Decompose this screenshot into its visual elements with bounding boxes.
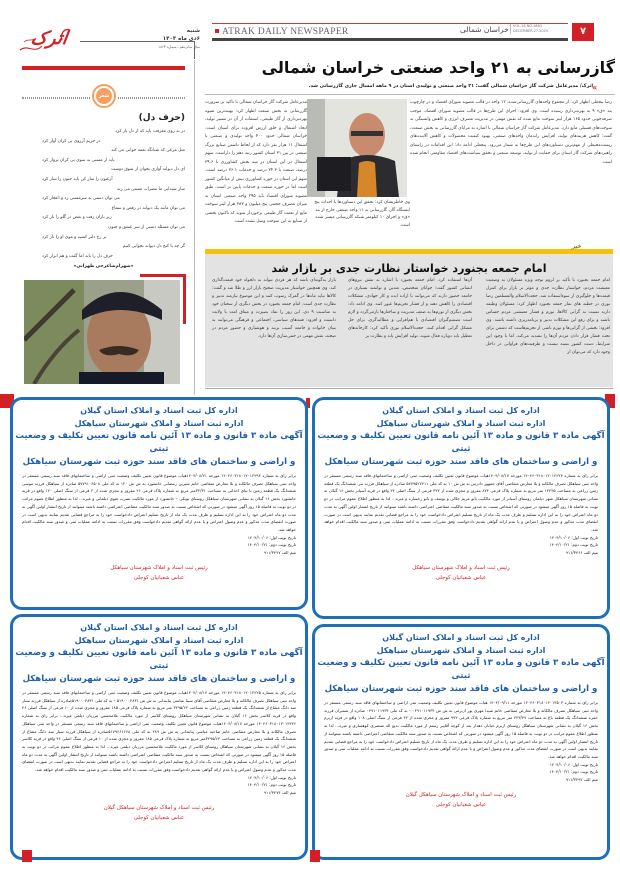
- page-number: ۷: [572, 23, 594, 41]
- ad-org-2: اداره ثبت اسناد و املاک شهرستان سیاهکل: [376, 646, 546, 655]
- ad-date-first: تاریخ نوبت اول: ۱۴۰۴/۱۰/۰۶: [549, 761, 598, 767]
- ad-date-second: تاریخ نوبت دوم: ۱۴۰۴/۱۰/۲۱: [549, 769, 598, 775]
- issue-day: شنبه: [186, 28, 200, 34]
- ad-date-second: تاریخ نوبت دوم: ۱۴۰۴/۱۰/۲۱: [549, 542, 598, 548]
- poem-verse: ساز شیدایی ما مضراب مستی می زند: [117, 186, 185, 192]
- article-photo: [307, 99, 407, 197]
- main-headline: گازرسانی به ۲۱ واحد صنعتی خراسان شمالی: [261, 58, 615, 77]
- date-en: DECEMBER.27.2025: [513, 29, 549, 33]
- poem-verse: گر چه با کنج دل دیوانه نجوایی کنیم: [122, 244, 185, 250]
- masthead-title: [215, 27, 349, 37]
- ad-title-1: آگهی ماده ۳ قانون و ماده ۱۳ آئین نامه قانون تعیین تکلیف و وضعیت ثبتی: [15, 431, 303, 454]
- ad-org-1: اداره کل ثبت اسناد و املاک استان گیلان: [382, 406, 540, 415]
- section-name: خراسان شمالی: [460, 25, 509, 34]
- ad-title-2: و اراضی و ساختمان های فاقد سند حوزه ثبت شهرستان سیاهکل: [324, 457, 598, 467]
- poem-verse: بر رخ دلبر کشید و موی او را ناز کرد: [42, 234, 107, 240]
- ad-code: میم الف ۹۱۱/۳۴۴۷: [263, 550, 296, 556]
- header-rule: [80, 41, 195, 42]
- ad-signature-name: عباس شعبانیان کوجلی: [435, 801, 487, 808]
- ad-org-2: اداره ثبت اسناد و املاک شهرستان سیاهکل: [376, 419, 546, 428]
- ad-date-second: تاریخ نوبت دوم: ۱۴۰۴/۱۰/۲۱: [247, 542, 296, 548]
- poem-verse: مثل مرغی که شبانگه نغمه خوانی می کند: [111, 148, 185, 154]
- ad-signature-name: عباس شعبانیان کوجلی: [133, 814, 185, 821]
- article-column-2: مدیرعامل شرکت گاز خراسان شمالی با تاکید بر ضرورت گازرسانی به بخش صنعت اظهار کرد: بهینه‌ترین شیوه بهره‌برداری از گاز طبیعی، استفاده از آن در مسیر تولید، ایجاد اشتغال و خلق ارزش افزوده برای استان است. خراسان شمالی حدود ۴۰۰ واحد تولیدی و صنعتی با اشتغال ۱۱ هزار نفر دارد که از لحاظ داشتن صنایع بزرگ صنعتی در بین ۳۱ استان کشور رتبه دهم را داراست. سهم اشتغال در این استان در سه بخش کشاورزی با ۳۹.۶ درصد، صنعت با ۲۴.۳ درصد و خدمات ۳۶.۱ درصد است. سهم این استان در حوزه کشاورزی بیش از میانگین کشور است اما در حوزه صنعت و خدمات پایین تر است. طبق مصوبه شورای اقتصاد باید ۲۹۵ واحد صنعتی استان به میزان مصرف حجمی پنج میلیون و ۳۸۷ هزار لیتر سوخت مایع از نعمت گاز طبیعی برخوردار شوند که تاکنون بخشی از صنایع به این سوخت وصل نشده است.: [205, 100, 307, 224]
- ad-title-2: و اراضی و ساختمان های فاقد سند حوزه ثبت شهرستان سیاهکل: [324, 684, 598, 694]
- masthead-text: ATRAK DAILY NEWSPAPER: [222, 27, 349, 37]
- red-square-icon: [215, 29, 219, 33]
- poem-verse: آرغنون را ساز کن باید جنون را ساز کرد: [42, 176, 113, 182]
- column-divider: [194, 60, 195, 395]
- poem-verse: می توان مانند یک دیوانه در رقص و سماع: [111, 205, 185, 211]
- poem-verse: در به روی معرفت باید که از دل باز کرد: [115, 129, 185, 134]
- lead-rule: [205, 94, 615, 95]
- photo-caption: وی خاطرنشان کرد: تحقق این دستاوردها با احداث پنج ایستگاه گاز، گازرسانی به ۱۱ واحد صنعتی خارج از بند «ق» و اجرای ۱۰ کیلومتر شبکه گازرسانی میسر شده است.: [314, 200, 410, 228]
- legal-notice-ad: [312, 397, 610, 619]
- issue-number: سال شانزدهم ـ شماره ۱۸۶۳: [158, 45, 200, 49]
- legal-notice-ad: [312, 624, 610, 860]
- issue-info: [80, 27, 200, 51]
- ad-date-first: تاریخ نوبت اول: ۱۴۰۴/۱۰/۰۶: [247, 534, 296, 540]
- poem-verse: می توان دستی به سرمستی زد و اعجاز کرد: [42, 196, 120, 202]
- poem-body: [22, 127, 185, 261]
- news-headline: امام جمعه بجنورد خواستار نظارت جدی بر بازار شد: [271, 262, 547, 275]
- ad-signature-title: رئیس ثبت اسناد و املاک شهرستان سیاهکل گیلان: [103, 804, 215, 811]
- left-red-bar: [22, 66, 185, 70]
- poet-name: «شهرام‌شاعرحی طهرانی»: [73, 264, 134, 269]
- ad-code: میم الف ۹۱۱/۳۴۷۴: [263, 790, 296, 796]
- ad-body: برابر رای به شماره ۱۴۰۴۶۰۳۱۸۰۱۲۰۱۲۲۹۴ مورخه ۱۴۰۴/۰۸/۲۱هیات موضوع قانون تعیین تکلیف وضعیت ثبتی اراضی و ساختمانهای فاقد سند رسمی مستقر در واحد ثبتی سیاهکل تصرف مالکانه و بلا معارض متقاضی خانم شیرین رمضانی جانشورد به ش ش ۱۲۰ به کد ملی ۵۷۷۹۱۰۶۵۰۸ صادره از سیاهکل فرزند موسی ششدانگ یک قطعه زمین با بنای احداثی به مساحت ۳۲/۳۱متر مربع به شماره پلاک فرعی ۴۶ مفروز و مجزی شده از ۲ فرعی از سنگ اصلی ۱۲۰ واقع در قریه جانشورد بخش ۱۶ گیلان به نشانی شهرستان سیاهکل روستای تونکی – جانشورد از مورد مالکیت نصرت تقوی دیلمانی و غیره... لذا به منظور اطلاع عموم مراتب در دو نوبت به فاصله ۱۵ روز آگهی میشود در صورتی که اشخاص نسبت به صدور سند مالکیت متقاضی اعتراضی داشته باشند میتوانند از تاریخ انتشار اولین آگهی به مدت دو ماه اعتراض خود را به این اداره تسلیم و ظرف مدت یک ماه از تاریخ تسلیم اعتراض دادخواست خود را به مراجع قضایی تقدیم نمایند بدیهی است در صورت انقضای مدت مذکور و عدم وصول اعتراض و یا عدم ارائه گواهی تقدیم دادخواست وفق مقررات نسبت به ادامه عملیات ثبتی و صدور سند مالکیت اقدام خواهد شد.: [22, 473, 296, 532]
- ad-org-1: اداره کل ثبت اسناد و املاک استان گیلان: [80, 623, 238, 632]
- ad-title-1: آگهی ماده ۳ قانون و ماده ۱۳ آئین نامه قانون تعیین تکلیف و وضعیت ثبتی: [317, 431, 605, 454]
- ad-org-1: اداره کل ثبت اسناد و املاک استان گیلان: [80, 406, 238, 415]
- article-column-1: رضا پنجعلی اظهار کرد: از مجموع واحدهای گازرسانی‌شده، ۱۲ واحد در قالب مصوبه شورای اقتصاد و در چارچوب بند «ق» ۹ به بهره‌برداری رسیده است. وی افزود: اجرای این طرح‌ها در قالب مصوبه شورای اقتصاد، موجب صرفه‌جویی حدود ۱۶۵ هزار لیتر سوخت مایع شده که نقش مهمی در مدیریت مصرف انرژی و کاهش وابستگی به سوخت‌های فسیلی مایع دارد. مدیرعامل شرکت گاز خراسان شمالی با اشاره به مزایای گازرسانی به بخش صنعت، گفت: کاهش هزینه‌های تولید، افزایش راندمان واحدهای صنعتی، بهبود کیفیت محصولات و کاهش آلاینده‌های زیست‌محیطی از مهم‌ترین دستاوردهای این طرح‌ها به شمار می‌رود. پنجعلی ادامه داد: این اقدامات در راستای راهبردهای شرکت گاز استان برای حمایت از تولید، توسعه صنعتی و تحقق سیاست‌های اقتصاد مقاومتی انجام شده است.: [410, 100, 612, 165]
- legal-notice-ad: [10, 397, 308, 610]
- ad-body: برابر رای به شماره ۱۴۰۴۶۰۳۱۸۰۱۲۰۱۳۵۰۳ مورخه ۱۴۰۴/۰۹/۱۱ هیات موضوع قانون تعیین تکلیف وضعیت ثبتی اراضی و ساختمانهای فاقد سند رسمی مستقر در واحد ثبتی سیاهکل تصرف مالکانه و بلا معارض متقاضی خانم شیدا مهری پور ازبرمی به ش ش ۰۴۹۱۰۱۱۹۳۴ – به کد ملی ۰۴۹۱۰۱۱۹۳۴ صادره از شمیران فرزند حمزه ششدانگ یک قطعه باغ به مساحت ۴۲۳/۴۷ متر مربع به شماره پلاک فرعی ۹۷۴ مفروز و مجزی شده از ۴۲ فرعی از سنگ اصلی ۱۰۸ واقع در قریه ازبرم بخش ۱۶ گیلان به نشانی شهرستان سیاهکل روستای ازبرم خیابان دهدار بعد از کوچه آقاپیر رستم از مورد مالکیت بدیع اله منتصری کوهساری و غیره... لذا به منظور اطلاع عموم مراتب در دو نوبت به فاصله ۱۵ روز آگهی میشود در صورتی که اشخاص نسبت به صدور سند مالکیت متقاضی اعتراضی داشته باشند میتوانند از تاریخ انتشار اولین آگهی به مدت دو ماه اعتراض خود را به این اداره تسلیم و ظرف مدت یک ماه از تاریخ تسلیم اعتراض دادخواست خود را به مراجع قضایی تقدیم نمایند بدیهی است در صورت انقضای مدت مذکور و عدم وصول اعتراض و یا عدم ارائه گواهی تقدیم دادخواست وفق مقررات نسبت به ادامه عملیات ثبتی و صدور سند مالکیت اقدام خواهد شد.: [324, 700, 598, 759]
- poet-photo: [24, 280, 180, 384]
- ad-title-2: و اراضی و ساختمان های فاقد سند حوزه ثبت شهرستان سیاهکل: [22, 674, 296, 684]
- ad-date-first: تاریخ نوبت اول: ۱۴۰۴/۱۰/۰۶: [549, 534, 598, 540]
- double-chevron-icon: «: [592, 83, 598, 92]
- poem-verse: ای دل دیوانه آوازی بخوان از شوق دوست: [111, 167, 185, 173]
- issue-date: ۶دی ماه ۱۴۰۳: [162, 36, 200, 42]
- ad-red-accent: [22, 850, 32, 862]
- poetry-badge: شعر: [96, 88, 112, 104]
- logo-text: اترک: [29, 28, 69, 49]
- poem-verse: زیر باران رفت و بغض در گلو را باز کرد: [42, 215, 112, 221]
- poem-verse: می توان مسئله دستی از سر عشق و جنون: [108, 224, 185, 230]
- ad-signature-name: عباس شعبانیان کوجلی: [435, 574, 487, 581]
- ad-date-second: تاریخ نوبت دوم: ۱۴۰۴/۱۰/۲۱: [247, 782, 296, 788]
- news-label: خبر: [572, 243, 581, 250]
- ad-signature-title: رئیس ثبت اسناد و املاک شهرستان سیاهکل گیلان: [405, 791, 517, 798]
- poem-verse: در حریم آرزوی بی کران آواز کرد: [42, 138, 101, 144]
- ad-code: میم الف ۹۱۱/۳۴۶۶: [565, 550, 598, 556]
- volume-number: VOL.16,NO.1863: [513, 24, 542, 28]
- news-column-1: امام جمعه بجنورد با تأکید بر لزوم توجه ویژه مسئولان به وضعیت معیشت مردم، خواستار نظارت جدی و مؤثر بر بازار برای کنترل قیمت‌ها و جلوگیری از سوءاستفاده شد. حجت‌الاسلام والمسلمین رضا نوری در خطبه های نماز جمعه بجنورد اظهار کرد: مسئولان وظیفه دارند نسبت به گرانی کالاها، تورم و فشار معیشتی مردم حساس باشند و برای رفع این مشکلات تدبیر و برنامه‌ریزی داشته باشند. وی افزود: بخشی از گرانی‌ها و تورم ناشی از تحریم‌هاست که دشمن برای تحت فشار قرار دادن مردم آن‌ها را تشدید می‌کند، اما با وجود این شرایط، دست کشور بسته نیست و ظرفیت‌های فراوانی در داخل وجود دارد که می‌توان از: [486, 278, 610, 355]
- ad-signature-title: رئیس ثبت اسناد و املاک شهرستان سیاهکل: [110, 564, 208, 571]
- news-column-3: بازار به‌گونه‌ای باشد که هر فردی نتواند به دلخواه خود قیمت‌گذاری کند. وی همچنین خواستار مدیریت صحیح بازار ارز و طلا شد و گفت: کالاها نباید ماه‌ها در گمرک رسوب کنند و این موضوع نیازمند تدبیر و نظارت جدی است. امام جمعه بجنورد در بخش دیگری از سخنان خود به مناسبت ۹ دی، این روز را نماد بصیرت و میثاق امت با ولایت دانست و افزود: فتنه‌های سیاسی، اجتماعی و فرهنگی می‌توانند به بنیان خانواده و جامعه آسیب بزنند و هوشیاری و حضور مردم در صحنه، نقش مهمی در خنثی‌سازی آن‌ها دارد.: [212, 278, 336, 339]
- ad-title-2: و اراضی و ساختمان های فاقد سند حوزه ثبت شهرستان سیاهکل: [22, 457, 296, 467]
- poem-verse: باید از مستی به سوی بی کران پرواز کرد: [42, 157, 115, 163]
- poem-verse: حرف دل را باید اما گفت و هم ابراز کرد: [42, 253, 113, 259]
- ad-date-first: تاریخ نوبت اول: ۱۴۰۴/۱۰/۰۶: [247, 774, 296, 780]
- ad-org-1: اداره کل ثبت اسناد و املاک استان گیلان: [382, 633, 540, 642]
- article-lead: اترک/ مدیرعامل شرکت گاز خراسان شمالی گفت: ۲۱ واحد صنعتی و تولیدی استان در ۹ ماهه امسال جاری گازرسانی شد.: [308, 84, 593, 89]
- ad-title-1: آگهی ماده ۳ قانون و ماده ۱۳ آئین نامه قانون تعیین تکلیف و وضعیت ثبتی: [15, 648, 303, 671]
- ad-body: برابر رای به شماره ۱۴۰۴۶۰۳۱۸۰۱۲۰۱۲۲۲۷ مورخه ۱۴۰۴/۰۸/۱۷هیات موضوع قانون تعیین تکلیف وضعیت ثبتی اراضی و ساختمانهای فاقد سند رسمی مستقر در واحد ثبتی سیاهکل تصرف مالکانه و بلا معارض متقاضی آقای جمهور دادرس به ش ش ۱۰ به کد ملی ۵۷۷۹۵۲۷۷۱۱ صادره از سیاهکل فرزند نبی ششدانگ یک قطعه زمین زراعی به مساحت ۱۲۴۴۵ متر مربع به شماره پلاک فرعی ۸۷۴ مفروز و مجزی شده از ۳۴۲ فرعی از سنگ اصلی ۲۴ واقع در قریه آسیابر بخش ۱۶ گیلان به نشانی شهرستان سیاهکل شهر دیلمان روستای آسیابر از مورد مالکیت بانو مریم جلالی و یوسف و بانو رخساره و غیره... لذا به منظور اطلاع عموم مراتب در دو نوبت به فاصله ۱۵ روز آگهی میشود در صورتی که اشخاص نسبت به صدور سند مالکیت متقاضی اعتراضی داشته باشند میتوانند از تاریخ انتشار اولین آگهی به مدت دو ماه اعتراض خود را به این اداره تسلیم و ظرف مدت یک ماه از تاریخ تسلیم اعتراض دادخواست خود را به مراجع قضایی تقدیم نمایند بدیهی است در صورت انقضای مدت مذکور و عدم وصول اعتراض و یا عدم ارائه گواهی تقدیم دادخواست وفق مقررات نسبت به ادامه عملیات ثبتی و صدور سند مالکیت اقدام خواهد شد.: [324, 473, 599, 532]
- ad-signature-title: رئیس ثبت اسناد و املاک شهرستان سیاهکل: [412, 564, 510, 571]
- ad-org-2: اداره ثبت اسناد و املاک شهرستان سیاهکل: [74, 419, 244, 428]
- news-rule: [205, 388, 613, 389]
- poem-title: (حرف دل): [138, 113, 185, 123]
- legal-notice-ad: [10, 614, 308, 860]
- ad-red-accent: [310, 850, 320, 862]
- news-column-2: آن‌ها استفاده کرد. امام جمعه بجنورد با اشاره به نقش نیروهای انسانی کشور گفت: جوانان متخصص، متدین و توانمند بسیاری در جامعه حضور دارند که می‌توانند با اراده ایده و کار جهادی، مشکلات اقتصادی را کاهش دهند و از فشار تحریم‌ها عبور کنند. وی ادامه داد: بخش دیگری از تورم‌ها به ضعف مدیریت و ساختارها بازمی‌گردد و لازم است تصمیم‌گیران اقتصادی با هم‌افزایی و مطالبه‌گری، برای حل مشکل گرانی اقدام کنند. حجت‌الاسلام نوری تأکید کرد: کارخانه‌های تعطیل باید دوباره فعال شوند، تولید افزایش یابد و نظارت بر: [348, 278, 472, 339]
- ad-title-1: آگهی ماده ۳ قانون و ماده ۱۳ آئین نامه قانون تعیین تکلیف و وضعیت ثبتی: [317, 658, 605, 681]
- header-vrule: [194, 41, 195, 59]
- ad-signature-name: عباس شعبانیان کوجلی: [133, 574, 185, 581]
- ad-code: میم الف ۹۱۱/۳۴۹۲: [565, 777, 598, 783]
- ad-org-2: اداره ثبت اسناد و املاک شهرستان سیاهکل: [74, 636, 244, 645]
- ad-body: برابر رای به شماره ۱۴۰۴۶۰۳۱۸۰۱۲۰۱۲۲۲۵ مورخه ۱۴۰۴/۰۸/۱۷هیات موضوع قانون تعیین تکلیف وضعیت ثبتی اراضی و ساختمانهای فاقد سند رسمی مستقر در واحد ثبتی سیاهکل تصرف مالکانه و بلا معارض متقاضی آقای سینا عباسی پنابندانی به ش ش ۵۱۹۰۰۰۴۸۳۱ – به کد ملی ۵۱۹۰۰۰۴۸۳۱صادره از سیاهکل فرزند ستار سه دانگ مشاع از ششدانگ یک قطعه زمین زراعی به مساحت ۳۲۹۵/۶۲ متر مربع به شماره پلاک فرعی ۱۸۵ مفروز و مجزی شده از ۱۰ فرعی از سنگ اصلی ۴۶ واقع در قریه کلاسر بخش ۱۶ گیلان به نشانی شهرستان سیاهکل روستای کلاسر از مورد مالکیت غلامحسین مرزبان دیلمی غیره... برابر رای به شماره ۱۴۰۴۶۰۳۱۸۰۱۲۰۱۲۲۲۶ مورخه ۱۴۰۴/۰۸/۱۷هیات موضوع قانون تعیین تکلیف وضعیت ثبتی اراضی و ساختمانهای فاقد سند رسمی مستقر در واحد ثبتی سیاهکل تصرف مالکانه و بلا معارض متقاضی خانم صاحبه عباسی پنابندانی به ش ش ۲۸۹ به کد ملی ۵۱۷۹۶۶۱۶۶۸صادره از سیاهکل فرزند ستار سه دانگ مشاع از ششدانگ یک قطعه زمین زراعی به مساحت ۳۲۹۵/۶۲متر مربع به شماره پلاک فرعی ۱۸۵ مفروز و مجزی شده از ۱۰ فرعی از سنگ اصلی ۴۶ واقع در قریه کلاسر بخش ۱۶ گیلان به نشانی شهرستان سیاهکل روستای کلاسر از مورد مالکیت غلامحسین مرزبان دیلمی غیره... لذا به منظور اطلاع عموم مراتب در دو نوبت به فاصله ۱۵ روز آگهی میشود در صورتی که اشخاص نسبت به صدور سند مالکیت متقاضی اعتراضی داشته باشند میتوانند از تاریخ انتشار اولین آگهی به مدت دو ماه اعتراض خود را به این اداره تسلیم و ظرف مدت یک ماه از تاریخ تسلیم اعتراض دادخواست خود را به مراجع قضایی تقدیم نمایند بدیهی است در صورت انقضای مدت مذکور و عدم وصول اعتراض و یا عدم ارائه گواهی تقدیم دادخواست وفق مقررات نسبت به ادامه عملیات ثبتی و صدور سند مالکیت اقدام خواهد شد.: [22, 690, 296, 773]
- volume-info: [510, 24, 548, 34]
